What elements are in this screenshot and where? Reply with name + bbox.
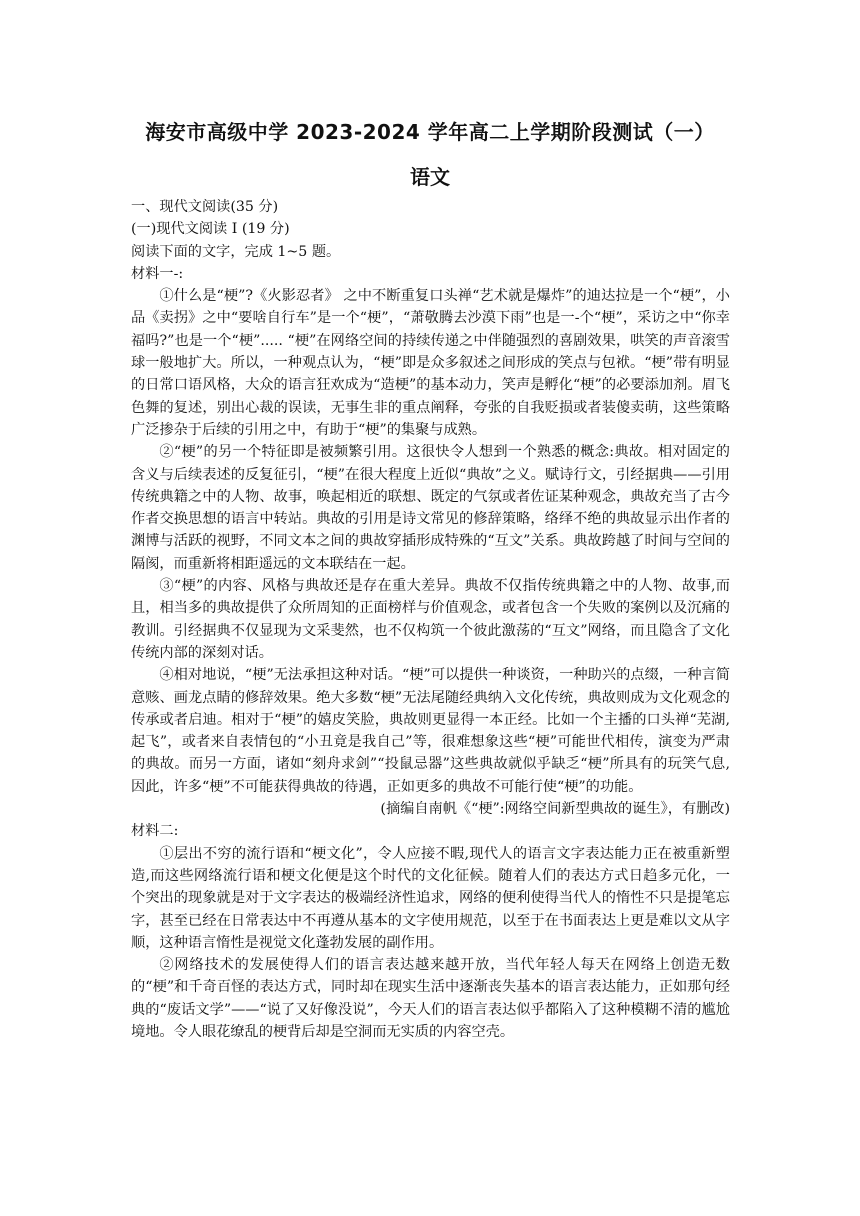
material-two-label: 材料二: — [131, 823, 179, 840]
source-citation: (摘编自南帆《“梗”:网络空间新型典故的诞生》，有删改) — [380, 801, 730, 818]
paragraph: ②网络技术的发展使得人们的语言表达越来越开放，当代年轻人每天在网络上创造无数的“梗”和千奇百怪的表达方式，同时却在现实生活中逐渐丧失基本的语言表达能力，正如那句经典的“废话文学”——“说了又好像没说”，今天人们的语言表达似乎都陷入了这种模糊不清的尴尬境地。令人眼花缭乱的梗背后却是空洞而无实质的内容空壳。 — [131, 957, 730, 1040]
exam-title: 海安市高级中学 2023-2024 学年高二上学期阶段测试（一） — [145, 120, 715, 144]
paragraph: ①什么是“梗”?《火影忍者》 之中不断重复口头禅“艺术就是爆炸”的迪达拉是一个“梗”，小品《卖拐》之中“要啥自行车”是一个“梗”，“萧敬腾去沙漠下雨”也是一-个“梗”，采访之中“你幸福吗?”也是一个“梗”..... “梗”在网络空间的持续传递之中伴随强烈的喜剧效果，哄笑的声音滚雪球一般地扩大。所以，一种观点认为，“梗”即是众多叙述之间形成的笑点与包袱。“梗”带有明显的日常口语风格，大众的语言狂欢成为“造梗”的基本动力，笑声是孵化“梗”的必要添加剂。眉飞色舞的复述，别出心裁的误读，无事生非的重点阐释，夸张的自我贬损或者装傻卖萌，这些策略广泛掺杂于后续的引用之中，有助于“梗”的集聚与成熟。 — [131, 288, 730, 438]
paragraph: ②“梗”的另一个特征即是被频繁引用。这很快令人想到一个熟悉的概念:典故。相对固定的含义与后续表述的反复征引，“梗”在很大程度上近似“典故”之义。赋诗行文，引经据典——引用传统典籍之中的人物、故事，唤起相近的联想、既定的气氛或者佐证某种观念，典故充当了古今作者交换思想的语言中转站。典故的引用是诗文常见的修辞策略，络绎不绝的典故显示出作者的渊博与活跃的视野，不同文本之间的典故穿插形成特殊的“互文”关系。典故跨越了时间与空间的隔阂，而重新将相距遥远的文本联结在一起。 — [131, 444, 730, 572]
paragraph: ③“梗”的内容、风格与典故还是存在重大差异。典故不仅指传统典籍之中的人物、故事,而且，相当多的典故提供了众所周知的正面榜样与价值观念，或者包含一个失败的案例以及沉痛的教训。引经据典不仅显现为文采斐然，也不仅构筑一个彼此激荡的“互文”网络，而且隐含了文化传统内部的深刻对话。 — [131, 578, 730, 661]
instruction: 阅读下面的文字，完成 1~5 题。 — [131, 243, 341, 260]
subject-title: 语文 — [410, 165, 450, 189]
reading-content — [131, 196, 730, 1043]
material-one-label: 材料一-: — [131, 265, 184, 282]
section-heading: 一、现代文阅读(35 分) — [131, 199, 279, 215]
paragraph: ④相对地说，“梗”无法承担这种对话。“梗”可以提供一种谈资，一种助兴的点缀，一种言简意赅、画龙点睛的修辞效果。绝大多数“梗”无法尾随经典纳入文化传统，典故则成为文化观念的传承或者启迪。相对于“梗”的嬉皮笑脸，典故则更显得一本正经。比如一个主播的口头禅“芜湖,起飞”，或者来自表情包的“小丑竟是我自己”等，很难想象这些“梗”可能世代相传，演变为严肃的典故。而另一方面，诸如“刻舟求剑”“投鼠忌器”这些典故就似乎缺乏“梗”所具有的玩笑气息,因此，许多“梗”不可能获得典故的待遇，正如更多的典故不可能行使“梗”的功能。 — [131, 667, 730, 795]
paragraph: ①层出不穷的流行语和“梗文化”，令人应接不暇,现代人的语言文字表达能力正在被重新塑造,而这些网络流行语和梗文化便是这个时代的文化征候。随着人们的表达方式日趋多元化，一个突出的现象就是对于文字表达的极端经济性追求，网络的便利使得当代人的惰性不只是提笔忘字，甚至已经在日常表达中不再遵从基本的文字使用规范，以至于在书面表达上更是难以文从字顺，这种语言惰性是视觉文化蓬勃发展的副作用。 — [131, 845, 730, 951]
subsection-heading: (一)现代文阅读 I (19 分) — [131, 221, 290, 238]
